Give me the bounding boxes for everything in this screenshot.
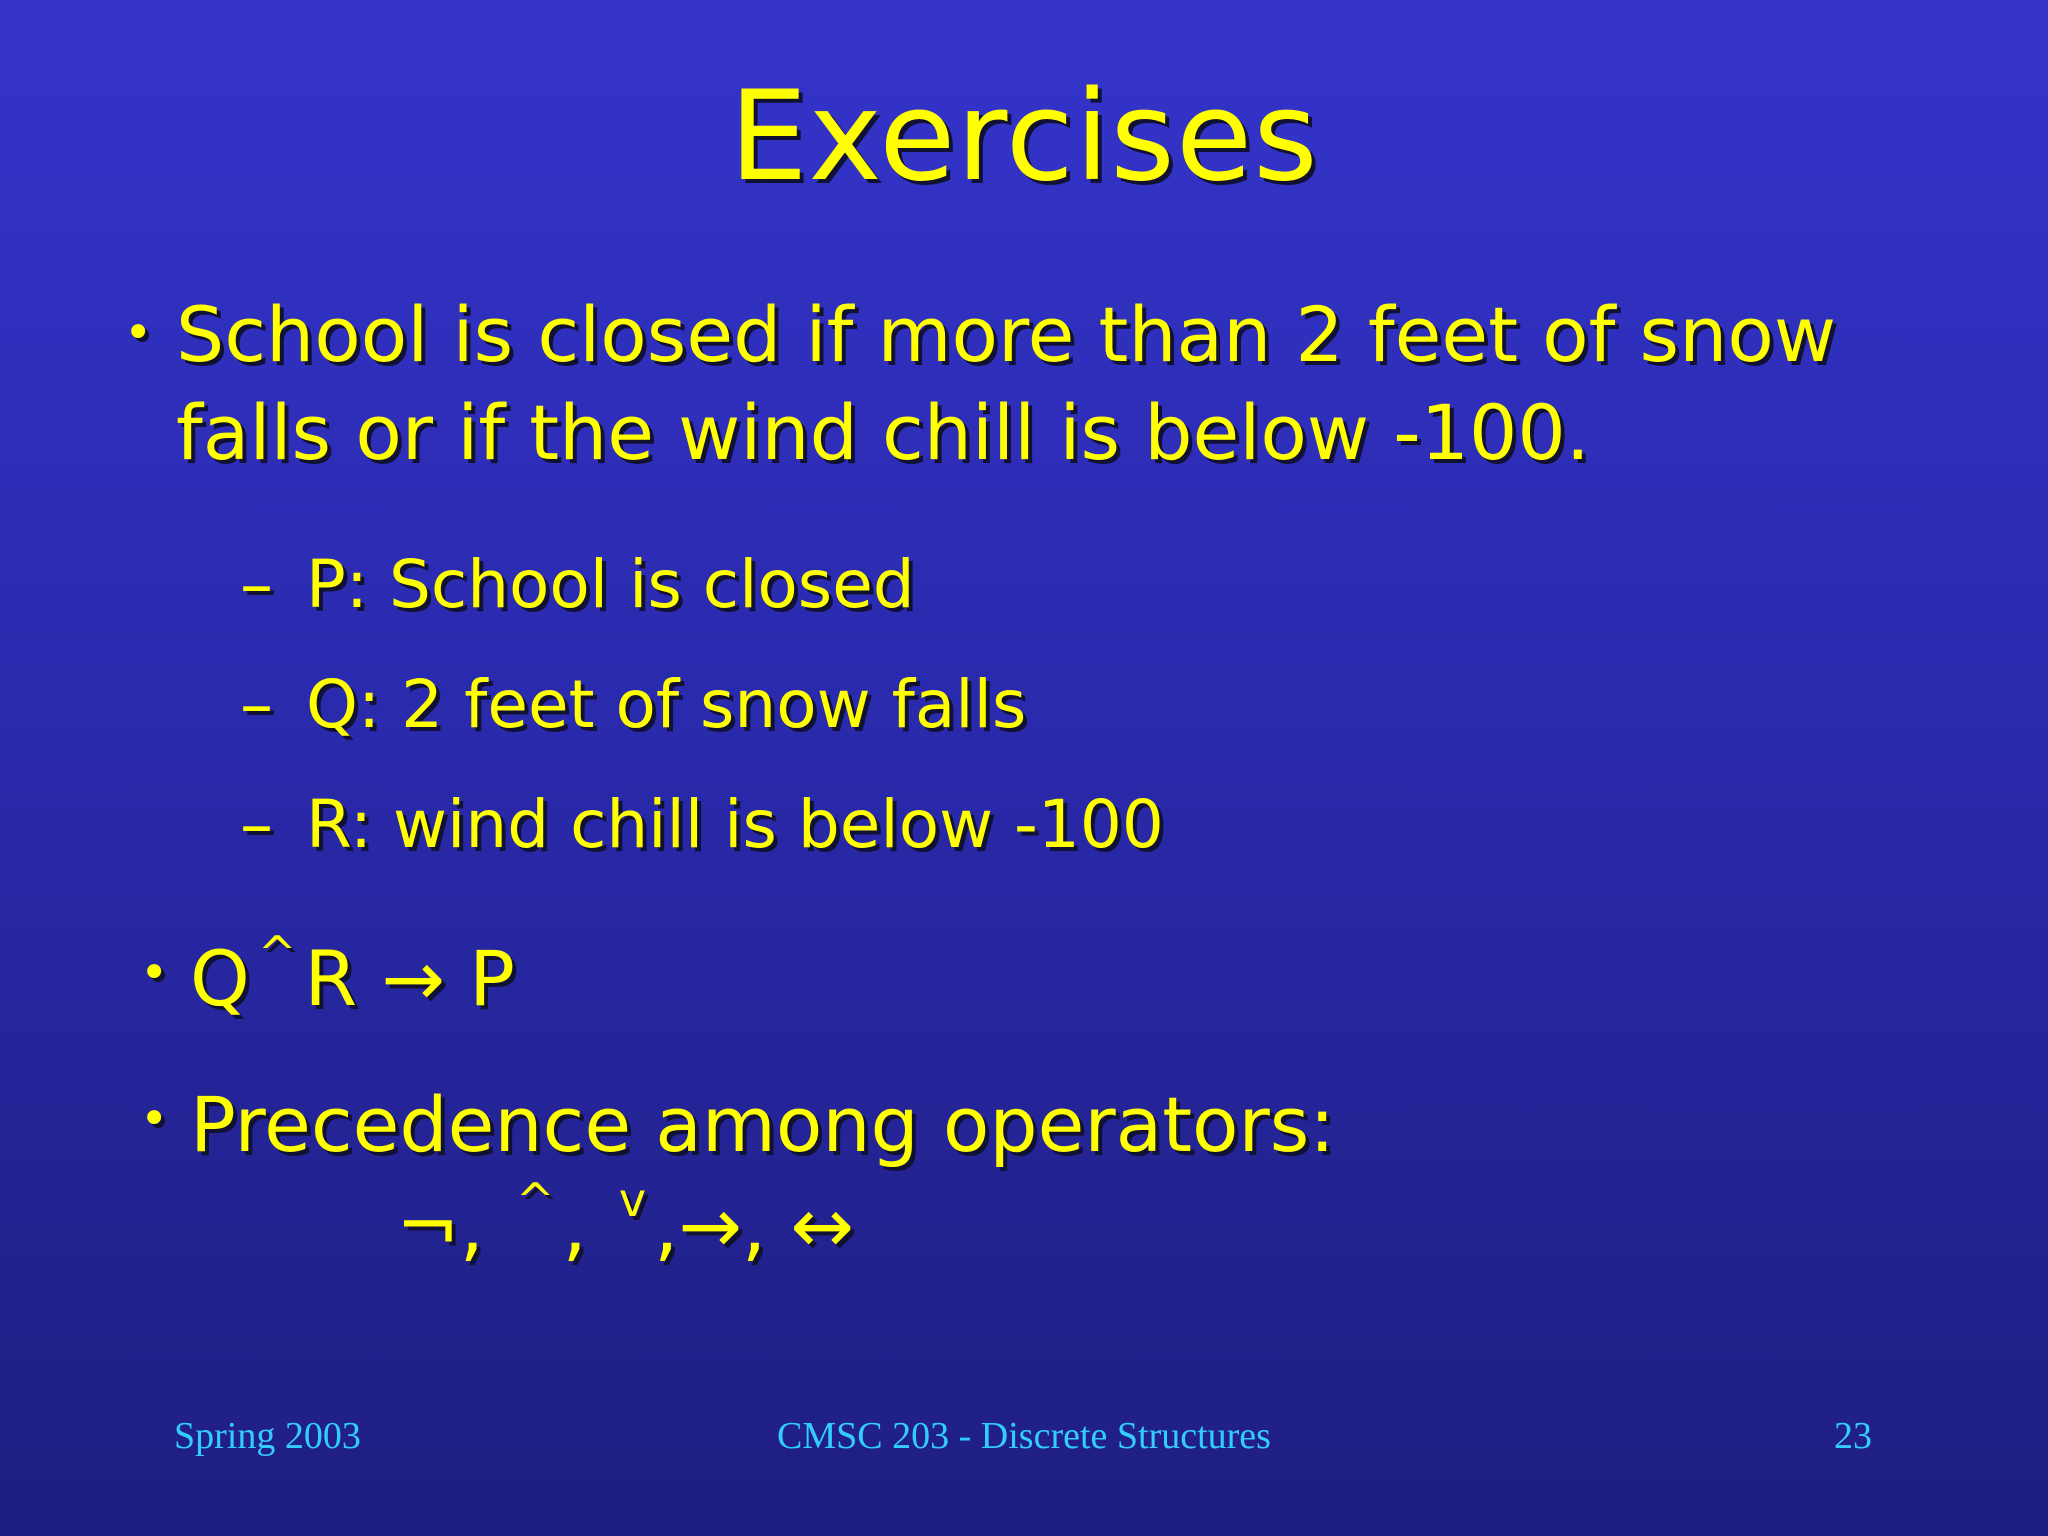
not-operator-icon: ¬ xyxy=(396,1181,460,1270)
separator: , xyxy=(742,1181,767,1270)
bullet-school-closed xyxy=(124,286,1876,482)
bullet-text: School is closed if more than 2 feet of snow falls or if the wind chill is below -100. xyxy=(176,290,1836,477)
dash-marker: – xyxy=(240,546,273,623)
sub-item-text: R: wind chill is below -100 xyxy=(306,786,1164,863)
and-operator-icon: ^ xyxy=(257,926,297,980)
bullet-marker: • xyxy=(124,305,153,361)
and-operator-icon: ^ xyxy=(516,1173,555,1227)
separator: , xyxy=(562,1181,587,1270)
formula-rest: R → P xyxy=(304,934,516,1023)
bullet-marker: • xyxy=(140,945,169,1001)
dash-marker: – xyxy=(240,786,273,863)
sub-item-q xyxy=(240,665,1026,745)
separator: , xyxy=(654,1181,679,1270)
implies-operator-icon: → xyxy=(678,1181,743,1270)
sub-item-r xyxy=(240,785,1164,865)
bullet-text: Precedence among operators: xyxy=(190,1080,1335,1169)
dash-marker: – xyxy=(240,666,273,743)
operator-precedence-list xyxy=(396,1173,855,1286)
bullet-marker: • xyxy=(140,1091,169,1147)
bullet-precedence xyxy=(140,1076,1335,1174)
sub-item-text: Q: 2 feet of snow falls xyxy=(306,666,1027,743)
footer-page-number: 23 xyxy=(1834,1415,1872,1457)
footer-term: Spring 2003 xyxy=(174,1415,361,1457)
footer-course: CMSC 203 - Discrete Structures xyxy=(777,1415,1271,1457)
separator: , xyxy=(459,1181,484,1270)
sub-item-text: P: School is closed xyxy=(306,546,915,623)
slide-title: Exercises xyxy=(729,65,1319,209)
bullet-formula xyxy=(140,926,516,1038)
or-operator-icon: v xyxy=(618,1173,647,1227)
sub-item-p xyxy=(240,545,915,625)
formula-q: Q xyxy=(190,934,250,1023)
iff-operator-icon: ↔ xyxy=(790,1181,855,1270)
